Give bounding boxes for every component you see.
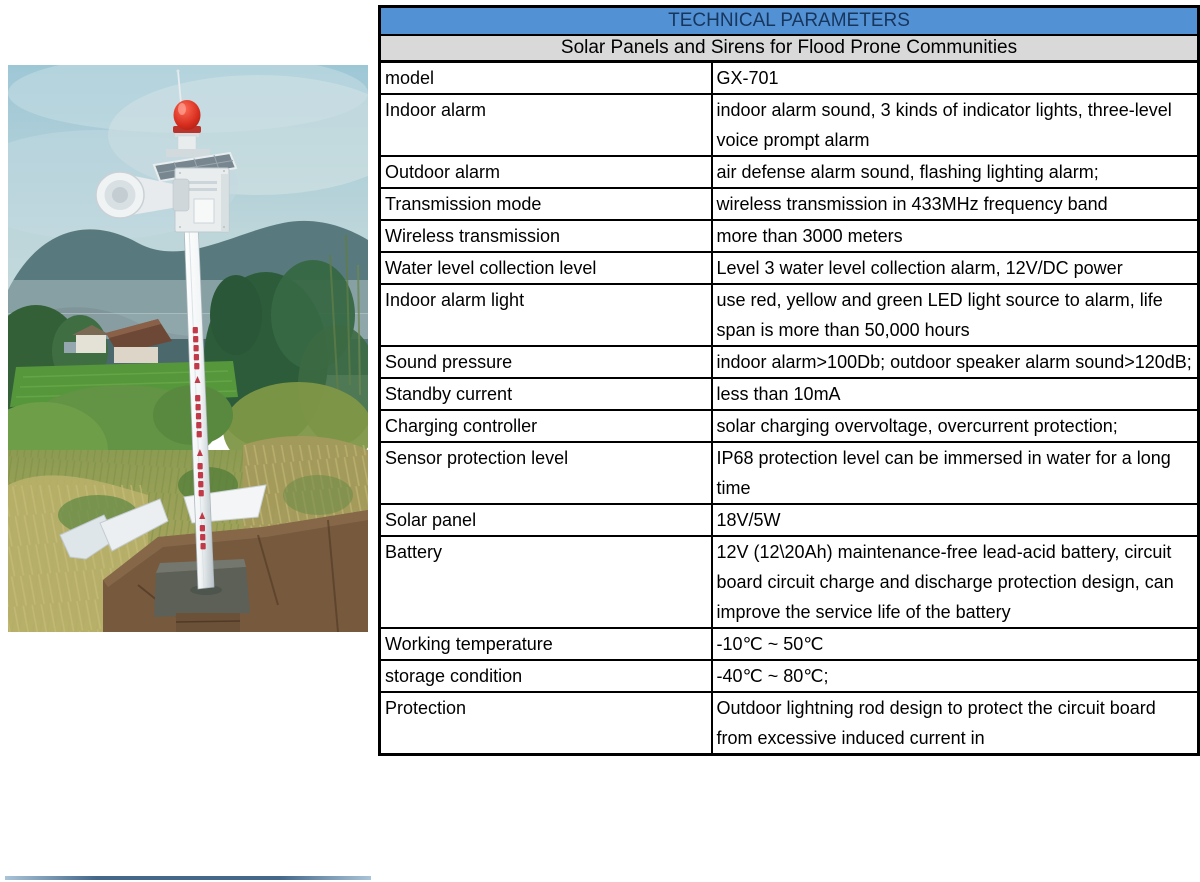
param-label: Transmission mode <box>380 188 712 220</box>
table-subtitle-row <box>380 35 1199 62</box>
param-value: Level 3 water level collection alarm, 12V/DC power <box>712 252 1199 284</box>
param-value: 18V/5W <box>712 504 1199 536</box>
table-row <box>380 284 1199 346</box>
param-value: Outdoor lightning rod design to protect the circuit board from excessive induced current in <box>712 692 1199 755</box>
param-label: storage condition <box>380 660 712 692</box>
table-row <box>380 692 1199 755</box>
param-label: Battery <box>380 536 712 628</box>
table-row <box>380 378 1199 410</box>
param-value: -40℃ ~ 80℃; <box>712 660 1199 692</box>
table-row <box>380 660 1199 692</box>
table-subtitle: Solar Panels and Sirens for Flood Prone Communities <box>380 35 1199 62</box>
param-label: Sensor protection level <box>380 442 712 504</box>
param-label: Charging controller <box>380 410 712 442</box>
table-row <box>380 220 1199 252</box>
param-value: indoor alarm sound, 3 kinds of indicator lights, three-level voice prompt alarm <box>712 94 1199 156</box>
table-row <box>380 94 1199 156</box>
param-label: Solar panel <box>380 504 712 536</box>
param-value: more than 3000 meters <box>712 220 1199 252</box>
param-label: Protection <box>380 692 712 755</box>
product-photo <box>8 65 368 632</box>
param-label: Working temperature <box>380 628 712 660</box>
technical-parameters-table <box>378 5 1200 756</box>
param-label: Water level collection level <box>380 252 712 284</box>
param-value: IP68 protection level can be immersed in water for a long time <box>712 442 1199 504</box>
table-row <box>380 188 1199 220</box>
table-title-row <box>380 7 1199 36</box>
param-value: less than 10mA <box>712 378 1199 410</box>
param-label: Outdoor alarm <box>380 156 712 188</box>
param-value: air defense alarm sound, flashing lighting alarm; <box>712 156 1199 188</box>
table-body <box>380 62 1199 755</box>
param-label: model <box>380 62 712 95</box>
param-value: 12V (12\20Ah) maintenance-free lead-acid battery, circuit board circuit charge and discharge protection design, can improve the service life of the battery <box>712 536 1199 628</box>
table-row <box>380 442 1199 504</box>
table-row <box>380 410 1199 442</box>
table-row <box>380 628 1199 660</box>
param-label: Sound pressure <box>380 346 712 378</box>
siren-photo-illustration <box>8 65 368 632</box>
table-header <box>380 7 1199 62</box>
param-value: -10℃ ~ 50℃ <box>712 628 1199 660</box>
param-value: indoor alarm>100Db; outdoor speaker alarm sound>120dB; <box>712 346 1199 378</box>
param-value: solar charging overvoltage, overcurrent protection; <box>712 410 1199 442</box>
cropped-image-top-edge <box>5 876 371 880</box>
table-title: TECHNICAL PARAMETERS <box>380 7 1199 36</box>
table-row <box>380 156 1199 188</box>
param-label: Standby current <box>380 378 712 410</box>
horn-speaker <box>96 172 189 218</box>
table-row <box>380 504 1199 536</box>
table-row <box>380 536 1199 628</box>
param-label: Indoor alarm light <box>380 284 712 346</box>
param-value: GX-701 <box>712 62 1199 95</box>
param-label: Wireless transmission <box>380 220 712 252</box>
table-row <box>380 62 1199 95</box>
param-label: Indoor alarm <box>380 94 712 156</box>
table-row <box>380 252 1199 284</box>
param-value: wireless transmission in 433MHz frequency band <box>712 188 1199 220</box>
param-value: use red, yellow and green LED light source to alarm, life span is more than 50,000 hours <box>712 284 1199 346</box>
table-row <box>380 346 1199 378</box>
